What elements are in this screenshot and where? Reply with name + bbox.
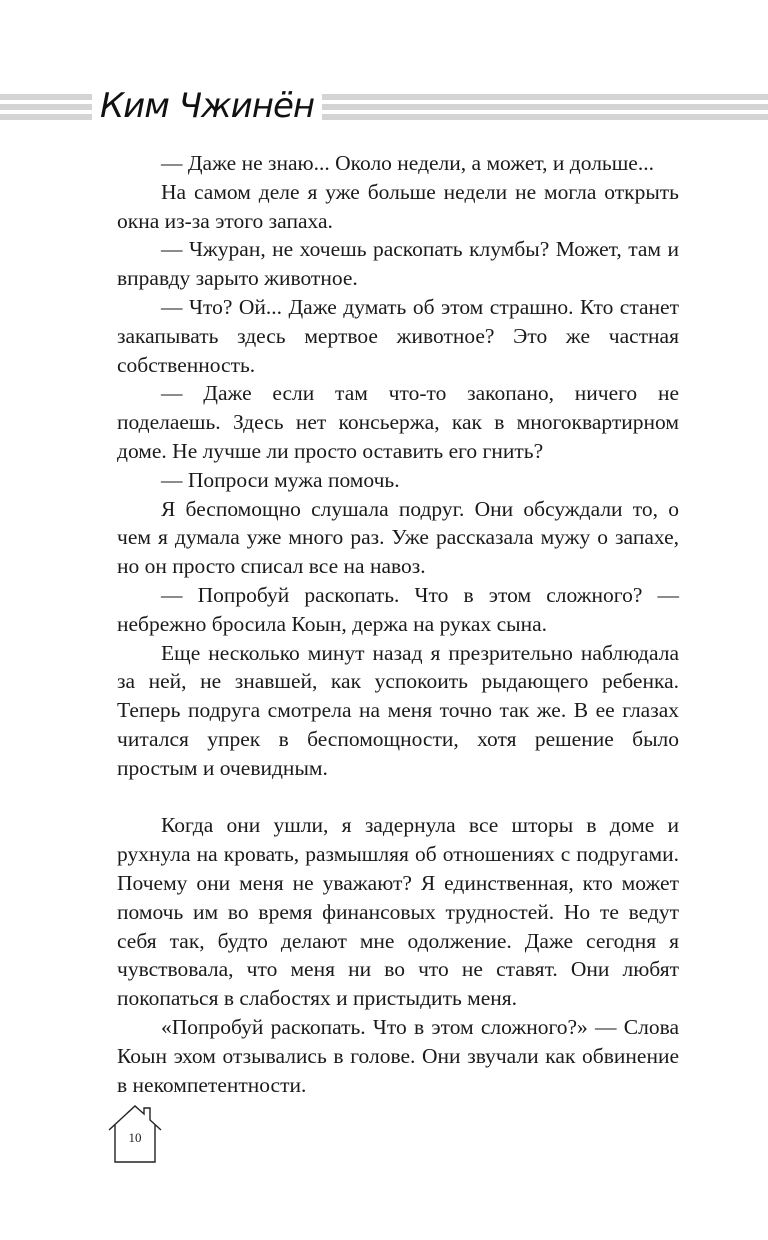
paragraph: На самом деле я уже больше недели не могла открыть окна из-за этого запаха.	[117, 179, 679, 233]
author-name: Ким Чжинён	[92, 82, 322, 130]
paragraph: «Попробуй раскопать. Что в этом сложного?» — Слова Коын эхом отзывались в голове. Они звучали как обвинение в некомпетентности.	[117, 1014, 679, 1097]
paragraph: — Даже не знаю... Около недели, а может, и дольше...	[161, 151, 654, 175]
paragraph: — Попроси мужа помочь.	[161, 467, 400, 492]
paragraph: — Попробуй раскопать. Что в этом сложного? — небрежно бросила Коын, держа на руках сына.	[117, 582, 679, 636]
page-number: 10	[128, 1130, 142, 1145]
paragraph: Я беспомощно слушала подруг. Они обсуждали то, о чем я думала уже много раз. Уже рассказала мужу о запахе, но он просто списал все на навоз.	[117, 496, 679, 579]
paragraph: Когда они ушли, я задернула все шторы в доме и рухнула на кровать, размышляя об отношениях с подругами. Почему они меня не уважают? Я единственная, кто может помочь им во время финансовых трудностей. Но те ведут себя так, будто делают мне одолжение. Даже сегодня я чувствовала, что меня ни во что не ставят. Они любят покопаться в слабостях и пристыдить меня.	[117, 813, 679, 1011]
paragraph: Еще несколько минут назад я презрительно наблюдала за ней, не знавшей, как успокоить рыдающего ребенка. Теперь подруга смотрела на меня точно так же. В ее глазах читался упрек в беспомощности, хотя решение было простым и очевидным.	[117, 640, 679, 780]
section-break	[117, 783, 679, 812]
page-body	[117, 149, 679, 1099]
paragraph: — Что? Ой... Даже думать об этом страшно. Кто станет закапывать здесь мертвое животное? Это же частная собственность.	[117, 294, 679, 377]
paragraph: — Чжуран, не хочешь раскопать клумбы? Может, там и вправду зарыто животное.	[117, 237, 679, 291]
paragraph: — Даже если там что-то закопано, ничего не поделаешь. Здесь нет консьержа, как в многоквартирном доме. Не лучше ли просто оставить его гнить?	[117, 381, 679, 463]
